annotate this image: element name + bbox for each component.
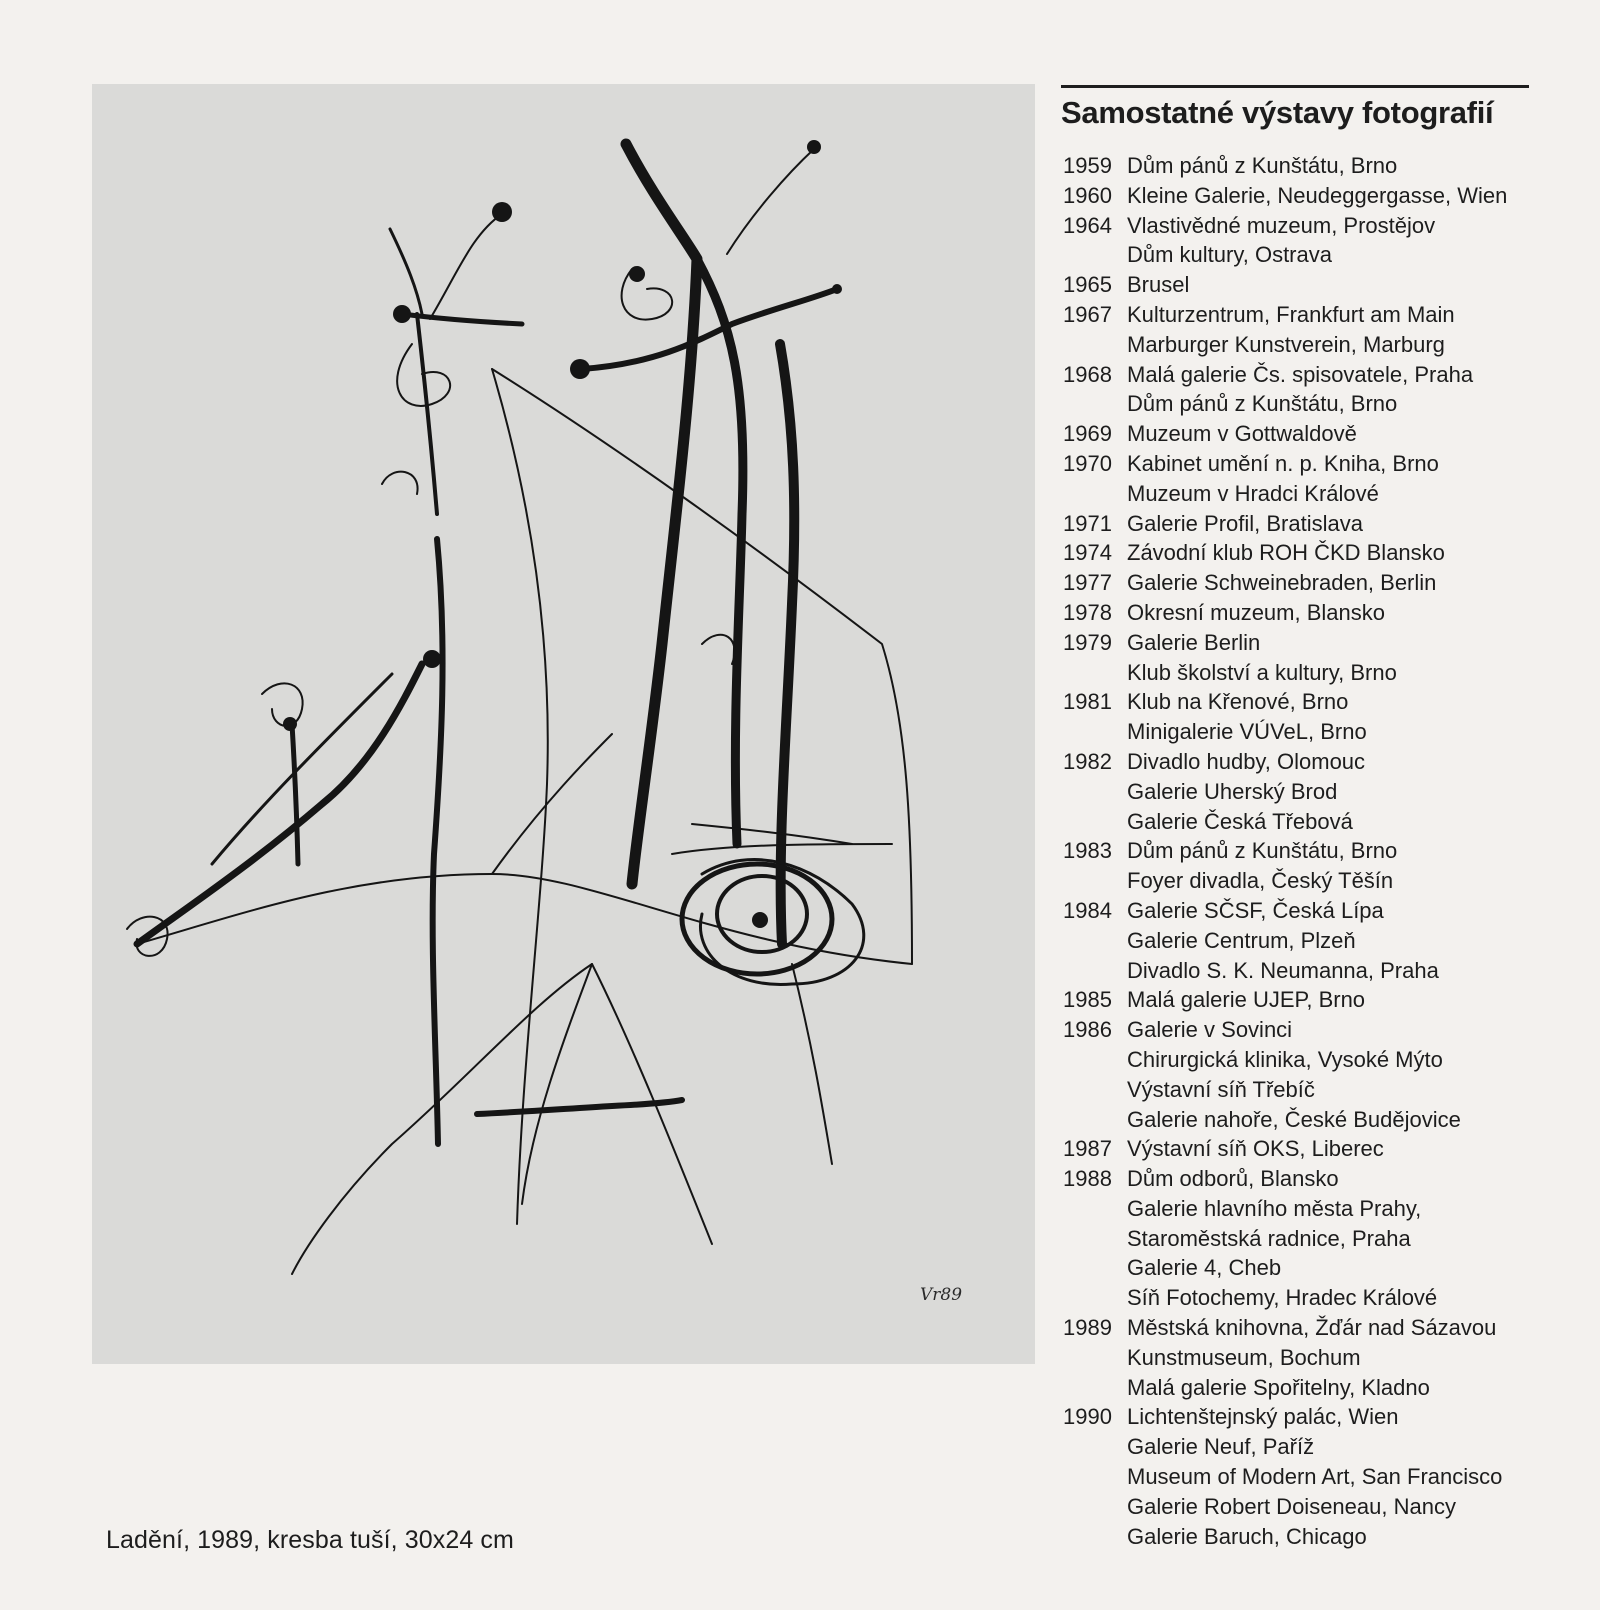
list-item: [1063, 1492, 1563, 1522]
exhibition-year: 1974: [1063, 540, 1112, 566]
exhibition-venue: Galerie Robert Doiseneau, Nancy: [1127, 1493, 1456, 1519]
exhibition-year: [1063, 866, 1127, 896]
exhibition-year: 1987: [1063, 1136, 1112, 1162]
list-item: [1063, 1194, 1563, 1224]
exhibition-venue: Dům pánů z Kunštátu, Brno: [1127, 838, 1398, 864]
exhibition-venue: Malá galerie Spořitelny, Kladno: [1127, 1374, 1430, 1400]
exhibition-year: 1969: [1063, 421, 1112, 447]
exhibition-year: [1063, 807, 1127, 837]
exhibition-year: 1981: [1063, 689, 1112, 715]
exhibition-venue: Galerie Profil, Bratislava: [1127, 510, 1363, 536]
list-item: [1063, 985, 1563, 1015]
exhibition-year: 1965: [1063, 272, 1112, 298]
exhibition-year: 1990: [1063, 1404, 1112, 1430]
exhibition-venue: Muzeum v Hradci Králové: [1127, 480, 1379, 506]
exhibition-year: 1967: [1063, 301, 1112, 327]
exhibition-year: 1979: [1063, 629, 1112, 655]
list-item: [1063, 211, 1563, 241]
list-item: [1063, 926, 1563, 956]
signature-text: Vr89: [920, 1285, 963, 1305]
list-item: [1063, 1224, 1563, 1254]
exhibition-year: 1960: [1063, 182, 1112, 208]
exhibition-venue: Galerie SČSF, Česká Lípa: [1127, 897, 1384, 923]
section-heading: Samostatné výstavy fotografií: [1061, 95, 1494, 130]
exhibition-venue: Klub školství a kultury, Brno: [1127, 659, 1397, 685]
exhibition-venue: Závodní klub ROH ČKD Blansko: [1127, 540, 1445, 566]
list-item: [1063, 389, 1563, 419]
exhibition-venue: Galerie Uherský Brod: [1127, 778, 1338, 804]
list-item: [1063, 568, 1563, 598]
list-item: [1063, 866, 1563, 896]
list-item: [1063, 598, 1563, 628]
exhibition-year: [1063, 1253, 1127, 1283]
exhibition-venue: Galerie Centrum, Plzeň: [1127, 927, 1356, 953]
exhibition-year: 1983: [1063, 838, 1112, 864]
exhibition-venue: Divadlo S. K. Neumanna, Praha: [1127, 957, 1439, 983]
exhibition-year: 1982: [1063, 748, 1112, 774]
exhibition-venue: Galerie hlavního města Prahy,: [1127, 1195, 1422, 1221]
exhibition-venue: Vlastivědné muzeum, Prostějov: [1127, 212, 1436, 238]
list-item: [1063, 419, 1563, 449]
list-item: [1063, 658, 1563, 688]
exhibition-venue: Malá galerie UJEP, Brno: [1127, 987, 1366, 1013]
exhibition-year: [1063, 777, 1127, 807]
exhibition-year: [1063, 479, 1127, 509]
list-item: [1063, 360, 1563, 390]
list-item: [1063, 1402, 1563, 1432]
exhibition-year: 1977: [1063, 570, 1112, 596]
exhibition-year: [1063, 956, 1127, 986]
exhibition-year: [1063, 1492, 1127, 1522]
exhibition-venue: Dům pánů z Kunštátu, Brno: [1127, 391, 1398, 417]
ink-drawing-illustration: [92, 84, 1035, 1364]
list-item: [1063, 1134, 1563, 1164]
exhibition-venue: Staroměstská radnice, Praha: [1127, 1225, 1411, 1251]
list-item: [1063, 1015, 1563, 1045]
exhibition-venue: Brusel: [1127, 272, 1190, 298]
exhibition-year: [1063, 1194, 1127, 1224]
list-item: [1063, 896, 1563, 926]
list-item: [1063, 628, 1563, 658]
exhibition-venue: Galerie Baruch, Chicago: [1127, 1523, 1367, 1549]
exhibition-venue: Dům odborů, Blansko: [1127, 1166, 1339, 1192]
exhibition-venue: Městská knihovna, Žďár nad Sázavou: [1127, 1315, 1497, 1341]
exhibition-venue: Galerie 4, Cheb: [1127, 1255, 1282, 1281]
exhibition-year: [1063, 1224, 1127, 1254]
exhibition-year: [1063, 330, 1127, 360]
exhibition-venue: Malá galerie Čs. spisovatele, Praha: [1127, 361, 1474, 387]
exhibition-year: [1063, 1343, 1127, 1373]
exhibition-year: 1989: [1063, 1315, 1112, 1341]
exhibition-year: 1984: [1063, 897, 1112, 923]
exhibition-year: [1063, 1075, 1127, 1105]
exhibition-venue: Lichtenštejnský palác, Wien: [1127, 1404, 1399, 1430]
list-item: [1063, 300, 1563, 330]
list-item: [1063, 836, 1563, 866]
exhibition-year: 1968: [1063, 361, 1112, 387]
heading-rule: [1061, 85, 1529, 88]
list-item: [1063, 777, 1563, 807]
exhibition-year: 1978: [1063, 599, 1112, 625]
exhibition-venue: Dům kultury, Ostrava: [1127, 242, 1332, 268]
exhibition-venue: Chirurgická klinika, Vysoké Mýto: [1127, 1046, 1443, 1072]
list-item: [1063, 1283, 1563, 1313]
exhibition-venue: Kabinet umění n. p. Kniha, Brno: [1127, 450, 1439, 476]
exhibition-venue: Muzeum v Gottwaldově: [1127, 421, 1357, 447]
list-item: [1063, 151, 1563, 181]
exhibition-venue: Foyer divadla, Český Těšín: [1127, 868, 1394, 894]
list-item: [1063, 747, 1563, 777]
exhibition-year: [1063, 1045, 1127, 1075]
list-item: [1063, 1522, 1563, 1552]
exhibition-year: [1063, 717, 1127, 747]
list-item: [1063, 1045, 1563, 1075]
exhibition-year: [1063, 926, 1127, 956]
list-item: [1063, 1105, 1563, 1135]
list-item: [1063, 1313, 1563, 1343]
exhibition-year: [1063, 1522, 1127, 1552]
exhibition-year: 1985: [1063, 987, 1112, 1013]
list-item: [1063, 538, 1563, 568]
exhibition-year: 1964: [1063, 212, 1112, 238]
exhibition-venue: Výstavní síň Třebíč: [1127, 1076, 1315, 1102]
exhibition-year: 1971: [1063, 510, 1112, 536]
exhibition-year: [1063, 1105, 1127, 1135]
exhibition-venue: Dům pánů z Kunštátu, Brno: [1127, 153, 1398, 178]
list-item: [1063, 1462, 1563, 1492]
artwork-caption: Ladění, 1989, kresba tuší, 30x24 cm: [106, 1526, 514, 1554]
list-item: [1063, 240, 1563, 270]
exhibition-venue: Minigalerie VÚVeL, Brno: [1127, 719, 1367, 745]
exhibition-year: 1988: [1063, 1166, 1112, 1192]
list-item: [1063, 956, 1563, 986]
exhibition-venue: Výstavní síň OKS, Liberec: [1127, 1136, 1384, 1162]
exhibition-year: [1063, 1462, 1127, 1492]
list-item: [1063, 509, 1563, 539]
exhibition-list: [1063, 151, 1563, 1551]
list-item: [1063, 1373, 1563, 1403]
exhibition-venue: Galerie Berlin: [1127, 629, 1261, 655]
list-item: [1063, 1164, 1563, 1194]
artwork-image: [92, 84, 1035, 1364]
exhibition-year: [1063, 1373, 1127, 1403]
list-item: [1063, 330, 1563, 360]
exhibition-year: [1063, 658, 1127, 688]
list-item: [1063, 1075, 1563, 1105]
exhibition-year: [1063, 240, 1127, 270]
exhibition-year: [1063, 1432, 1127, 1462]
exhibition-venue: Kunstmuseum, Bochum: [1127, 1344, 1361, 1370]
list-item: [1063, 1432, 1563, 1462]
exhibition-year: 1959: [1063, 153, 1112, 178]
exhibition-year: 1970: [1063, 450, 1112, 476]
exhibition-venue: Okresní muzeum, Blansko: [1127, 599, 1385, 625]
exhibition-venue: Kulturzentrum, Frankfurt am Main: [1127, 301, 1455, 327]
exhibition-year: [1063, 1283, 1127, 1313]
list-item: [1063, 270, 1563, 300]
exhibition-venue: Divadlo hudby, Olomouc: [1127, 748, 1366, 774]
exhibition-venue: Galerie Česká Třebová: [1127, 808, 1353, 834]
list-item: [1063, 687, 1563, 717]
exhibition-venue: Síň Fotochemy, Hradec Králové: [1127, 1285, 1438, 1311]
exhibition-venue: Galerie v Sovinci: [1127, 1017, 1293, 1043]
list-item: [1063, 479, 1563, 509]
list-item: [1063, 807, 1563, 837]
list-item: [1063, 717, 1563, 747]
exhibition-venue: Museum of Modern Art, San Francisco: [1127, 1464, 1503, 1490]
list-item: [1063, 1343, 1563, 1373]
exhibition-venue: Klub na Křenové, Brno: [1127, 689, 1349, 715]
exhibition-year: [1063, 389, 1127, 419]
exhibition-venue: Galerie nahoře, České Budějovice: [1127, 1106, 1461, 1132]
list-item: [1063, 449, 1563, 479]
list-item: [1063, 181, 1563, 211]
exhibition-venue: Marburger Kunstverein, Marburg: [1127, 331, 1445, 357]
list-item: [1063, 1253, 1563, 1283]
exhibition-venue: Galerie Neuf, Paříž: [1127, 1434, 1315, 1460]
exhibition-year: 1986: [1063, 1017, 1112, 1043]
exhibition-venue: Galerie Schweinebraden, Berlin: [1127, 570, 1437, 596]
exhibition-venue: Kleine Galerie, Neudeggergasse, Wien: [1127, 182, 1508, 208]
